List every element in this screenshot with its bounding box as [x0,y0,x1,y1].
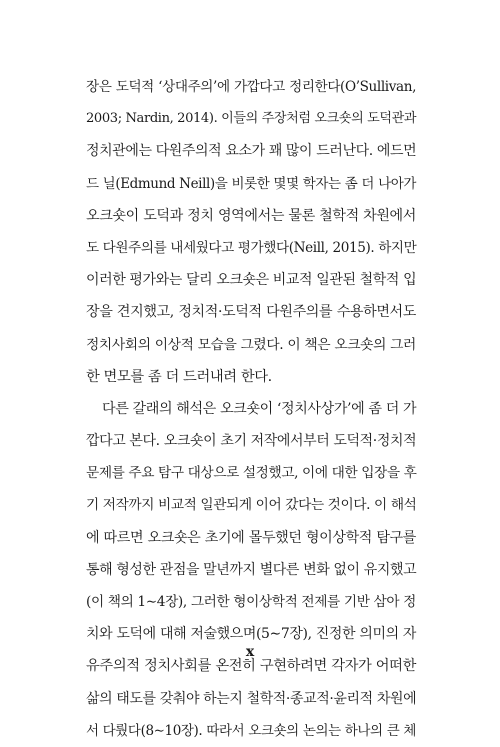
text-line: 문제를 주요 탐구 대상으로 설정했고, 이에 대한 입장을 후 [86,465,417,482]
text-line: 삶의 태도를 갖춰야 하는지 철학적·종교적·윤리적 차원에 [86,690,417,707]
text-line: 치와 도덕에 대해 저술했으며(5∼7장), 진정한 의미의 자 [86,626,416,643]
text-line: 에 따르면 오크숏은 초기에 몰두했던 형이상학적 탐구를 [86,529,416,546]
text-line: 통해 형성한 관점을 말년까지 별다른 변화 없이 유지했고 [86,561,417,578]
text-line: 정치사회의 이상적 모습을 그렸다. 이 책은 오크숏의 그러 [86,336,416,353]
text-line: 유주의적 정치사회를 온전히 구현하려면 각자가 어떠한 [86,658,416,675]
text-line: 한 면모를 좀 더 드러내려 한다. [86,368,272,385]
paragraph-first-line: 다른 갈래의 해석은 오크숏이 ‘정치사상가’에 좀 더 가 [102,400,417,417]
text-line: 2003; Nardin, 2014). 이들의 주장처럼 오크숏의 도덕관과 [86,111,417,127]
text-line: 장은 도덕적 ‘상대주의’에 가깝다고 정리한다(O’Sullivan, [86,79,416,95]
text-line: 정치관에는 다원주의적 요소가 꽤 많이 드러난다. 에드먼 [86,143,417,160]
text-line: (이 책의 1∼4장), 그러한 형이상학적 전제를 기반 삼아 정 [86,594,416,610]
text-line: 오크숏이 도덕과 정치 영역에서는 물론 철학적 차원에서 [86,207,416,224]
page-number: x [245,644,255,660]
text-line: 깝다고 본다. 오크숏이 초기 저작에서부터 도덕적·정치적 [86,433,417,450]
text-line: 기 저작까지 비교적 일관되게 이어 갔다는 것이다. 이 해석 [86,497,417,514]
text-line: 드 닐(Edmund Neill)을 비롯한 몇몇 학자는 좀 더 나아가 [86,175,416,192]
text-line: 서 다뤘다(8∼10장). 따라서 오크숏의 논의는 하나의 큰 체 [86,722,416,739]
text-line: 장을 견지했고, 정치적·도덕적 다원주의를 수용하면서도 [86,304,416,321]
text-line: 이러한 평가와는 달리 오크숏은 비교적 일관된 철학적 입 [86,272,417,289]
text-line: 도 다원주의를 내세웠다고 평가했다(Neill, 2015). 하지만 [86,239,417,256]
